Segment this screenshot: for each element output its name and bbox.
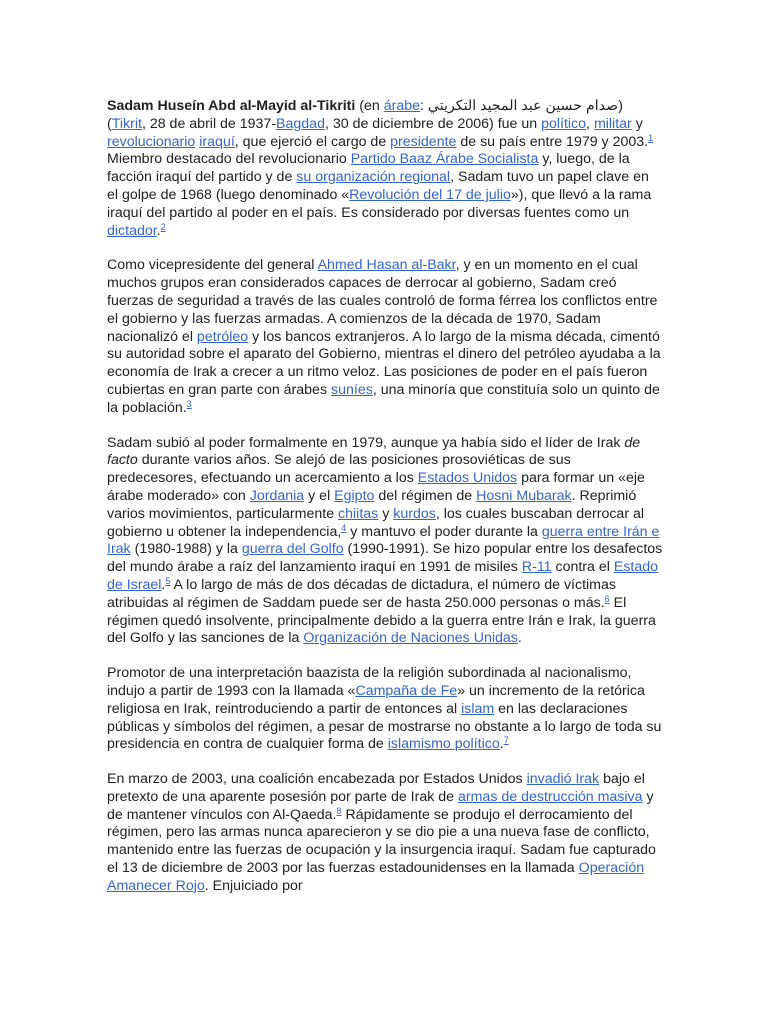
text-run: (1990-1991). Se hizo popular entre los desafectos del mundo árabe a raíz del lanzamiento iraquí en 1991 de misiles xyxy=(107,541,663,576)
text-run: Promotor de una interpretación baazista de la religión subordinada al nacionalismo, indujo a partir de 1993 con la llamada « xyxy=(107,665,632,699)
article-link[interactable]: Partido Baaz Árabe Socialista xyxy=(350,151,539,168)
paragraph xyxy=(107,771,663,896)
text-run: y, luego, de la facción iraquí del partido y de xyxy=(107,151,630,186)
article-link[interactable]: Organización de Naciones Unidas xyxy=(303,630,518,647)
article-link[interactable]: presidente xyxy=(390,133,457,150)
text-run: , y en un momento en el cual muchos grupos eran considerados capaces de derrocar al gobierno, Sadam creó fuerzas de seguridad a través de las cuales controló de forma férrea los conflictos entre el gobierno y las fuerzas armadas. A comienzos de la década de 1970, Sadam nacionalizó el xyxy=(107,257,658,345)
article-link[interactable]: islamismo político xyxy=(387,736,500,753)
article-link[interactable]: revolucionario xyxy=(107,133,196,150)
reference-link[interactable]: 6 xyxy=(604,593,610,604)
article-link[interactable]: Estado de Israel xyxy=(107,559,659,593)
text-run: Sadam subió al poder formalmente en 1979, aunque ya había sido el líder de Irak xyxy=(107,434,625,451)
text-run: . xyxy=(517,630,522,647)
text-run: y mantuvo el poder durante la xyxy=(346,523,542,540)
reference-link[interactable]: 7 xyxy=(503,735,509,746)
text-run: En marzo de 2003, una coalición encabezada por Estados Unidos xyxy=(107,771,527,788)
article-link[interactable]: árabe xyxy=(383,98,421,114)
article-link[interactable]: militar xyxy=(593,115,632,132)
paragraph xyxy=(107,98,663,240)
reference-link[interactable]: 5 xyxy=(165,575,171,586)
paragraph xyxy=(107,435,663,649)
text-run: . xyxy=(161,576,166,593)
article-link[interactable]: Ahmed Hasan al-Bakr xyxy=(317,257,456,274)
text-run: : xyxy=(420,98,428,114)
text-run: ) ( xyxy=(107,98,623,132)
article-link[interactable]: Jordania xyxy=(249,487,305,504)
text-run: El régimen quedó insolvente, principalmente debido a la guerra entre Irán e Irak, la guerra del Golfo y las sanciones de la xyxy=(107,594,656,647)
reference-link[interactable]: 2 xyxy=(160,221,166,232)
article-link[interactable]: islam xyxy=(461,700,495,717)
text-run: Rápidamente se produjo el derrocamiento del régimen, pero las armas nunca aparecieron y se dio pie a una nueva fase de conflicto, mantenido entre las fuerzas de ocupación y la insurgencia iraquí. Sadam fue capturado el 13 de diciembre de 2003 por las fuerzas estadounidenses en la llamada xyxy=(107,806,656,877)
article-link[interactable]: invadió Irak xyxy=(526,771,600,788)
text-run: Como vicepresidente del general xyxy=(107,257,318,274)
arabic-name: صدام حسين عبد المجيد التكريتي xyxy=(427,98,619,114)
text-run: . xyxy=(156,222,161,239)
article-link[interactable]: Revolución del 17 de julio xyxy=(349,186,511,203)
text-run: , Sadam tuvo un papel clave en el golpe de 1968 (luego denominado « xyxy=(107,169,649,203)
text-run: . Reprimió varios movimientos, particularmente xyxy=(107,487,637,522)
text-run: durante varios años. Se alejó de las posiciones prosoviéticas de sus predecesores, efectuando un acercamiento a los xyxy=(107,452,571,487)
text-run: para formar un «eje árabe moderado» con xyxy=(107,470,645,504)
article-title-bold: Sadam Huseín Abd al-Mayid al-Tikriti xyxy=(107,98,356,114)
article-link[interactable]: suníes xyxy=(331,381,373,398)
text-run: »), que llevó a la rama iraquí del partido al poder en el país. Es considerado por diversas fuentes como un xyxy=(107,186,652,221)
reference-sup xyxy=(648,133,653,143)
text-run: , los cuales buscaban derrocar al gobierno u obtener la independencia, xyxy=(107,505,645,540)
article-link[interactable]: Campaña de Fe xyxy=(355,682,458,699)
text-run: » un incremento de la retórica religiosa en Irak, reintroduciendo a partir de entonces al xyxy=(107,682,645,717)
text-run: contra el xyxy=(551,559,614,576)
article-link[interactable]: político xyxy=(541,115,587,132)
text-run: , 28 de abril de 1937- xyxy=(141,115,277,132)
text-run: y de mantener vínculos con Al-Qaeda. xyxy=(107,788,654,823)
article-link[interactable]: dictador xyxy=(107,222,157,239)
article-link[interactable]: guerra entre Irán e Irak xyxy=(107,523,660,558)
article-link[interactable]: R-11 xyxy=(521,559,552,576)
text-run: del régimen de xyxy=(374,487,477,504)
reference-sup xyxy=(187,399,192,409)
article-link[interactable]: iraquí xyxy=(199,133,235,150)
text-run: y el xyxy=(304,487,335,504)
article-link[interactable]: petróleo xyxy=(196,328,249,345)
article-body xyxy=(107,98,663,913)
reference-link[interactable]: 8 xyxy=(336,805,342,816)
article-link[interactable]: Tikrit xyxy=(111,115,142,132)
text-run: en las declaraciones públicas y símbolos del régimen, a pesar de mostrarse no obstante a lo largo de toda su presidencia en contra de cualquier forma de xyxy=(107,700,662,753)
reference-sup xyxy=(161,222,166,232)
text-run: bajo el pretexto de una aparente posesión por parte de Irak de xyxy=(107,771,645,805)
reference-link[interactable]: 3 xyxy=(186,398,192,409)
text-run: , que ejerció el cargo de xyxy=(234,133,391,150)
italic-text: de facto xyxy=(107,434,641,469)
text-run: de su país entre 1979 y 2003. xyxy=(456,133,649,150)
article-link[interactable]: chiitas xyxy=(338,505,379,522)
reference-link[interactable]: 4 xyxy=(341,522,347,533)
text-run: , una minoría que constituía solo un quinto de la población. xyxy=(107,381,660,416)
text-run: . xyxy=(499,736,504,753)
article-link[interactable]: kurdos xyxy=(393,505,436,522)
article-link[interactable]: Bagdad xyxy=(276,115,325,132)
article-link[interactable]: Operación Amanecer Rojo xyxy=(107,860,645,894)
reference-sup xyxy=(504,735,509,745)
text-run: y xyxy=(378,505,394,522)
article-link[interactable]: Egipto xyxy=(334,487,375,504)
article-link[interactable]: Estados Unidos xyxy=(417,470,518,487)
text-run: (1980-1988) y la xyxy=(130,541,242,558)
text-run: , 30 de diciembre de 2006) fue un xyxy=(324,115,542,132)
article-link[interactable]: armas de destrucción masiva xyxy=(458,788,643,805)
paragraph xyxy=(107,257,663,417)
text-run: y xyxy=(631,115,643,132)
article-link[interactable]: guerra del Golfo xyxy=(241,541,344,558)
text-run: A lo largo de más de dos décadas de dictadura, el número de víctimas atribuidas al régimen de Saddam puede ser de hasta 250.000 personas o más. xyxy=(107,576,616,611)
text-run: (en xyxy=(355,98,384,114)
text-run: y los bancos extranjeros. A lo largo de la misma década, cimentó su autoridad sobre el aparato del Gobierno, mientras el dinero del petróleo ayudaba a la economía de Irak a crecer a un ritmo veloz. Las posiciones de poder en el país fueron cubiertas en gran parte con árabes xyxy=(107,328,661,398)
text-run: , xyxy=(586,115,594,132)
text-run: . Enjuiciado por xyxy=(204,877,303,894)
reference-link[interactable]: 1 xyxy=(648,132,654,143)
article-link[interactable]: su organización regional xyxy=(296,169,451,186)
article-link[interactable]: Hosni Mubarak xyxy=(476,487,572,504)
text-run: Miembro destacado del revolucionario xyxy=(107,151,351,168)
paragraph xyxy=(107,665,663,754)
